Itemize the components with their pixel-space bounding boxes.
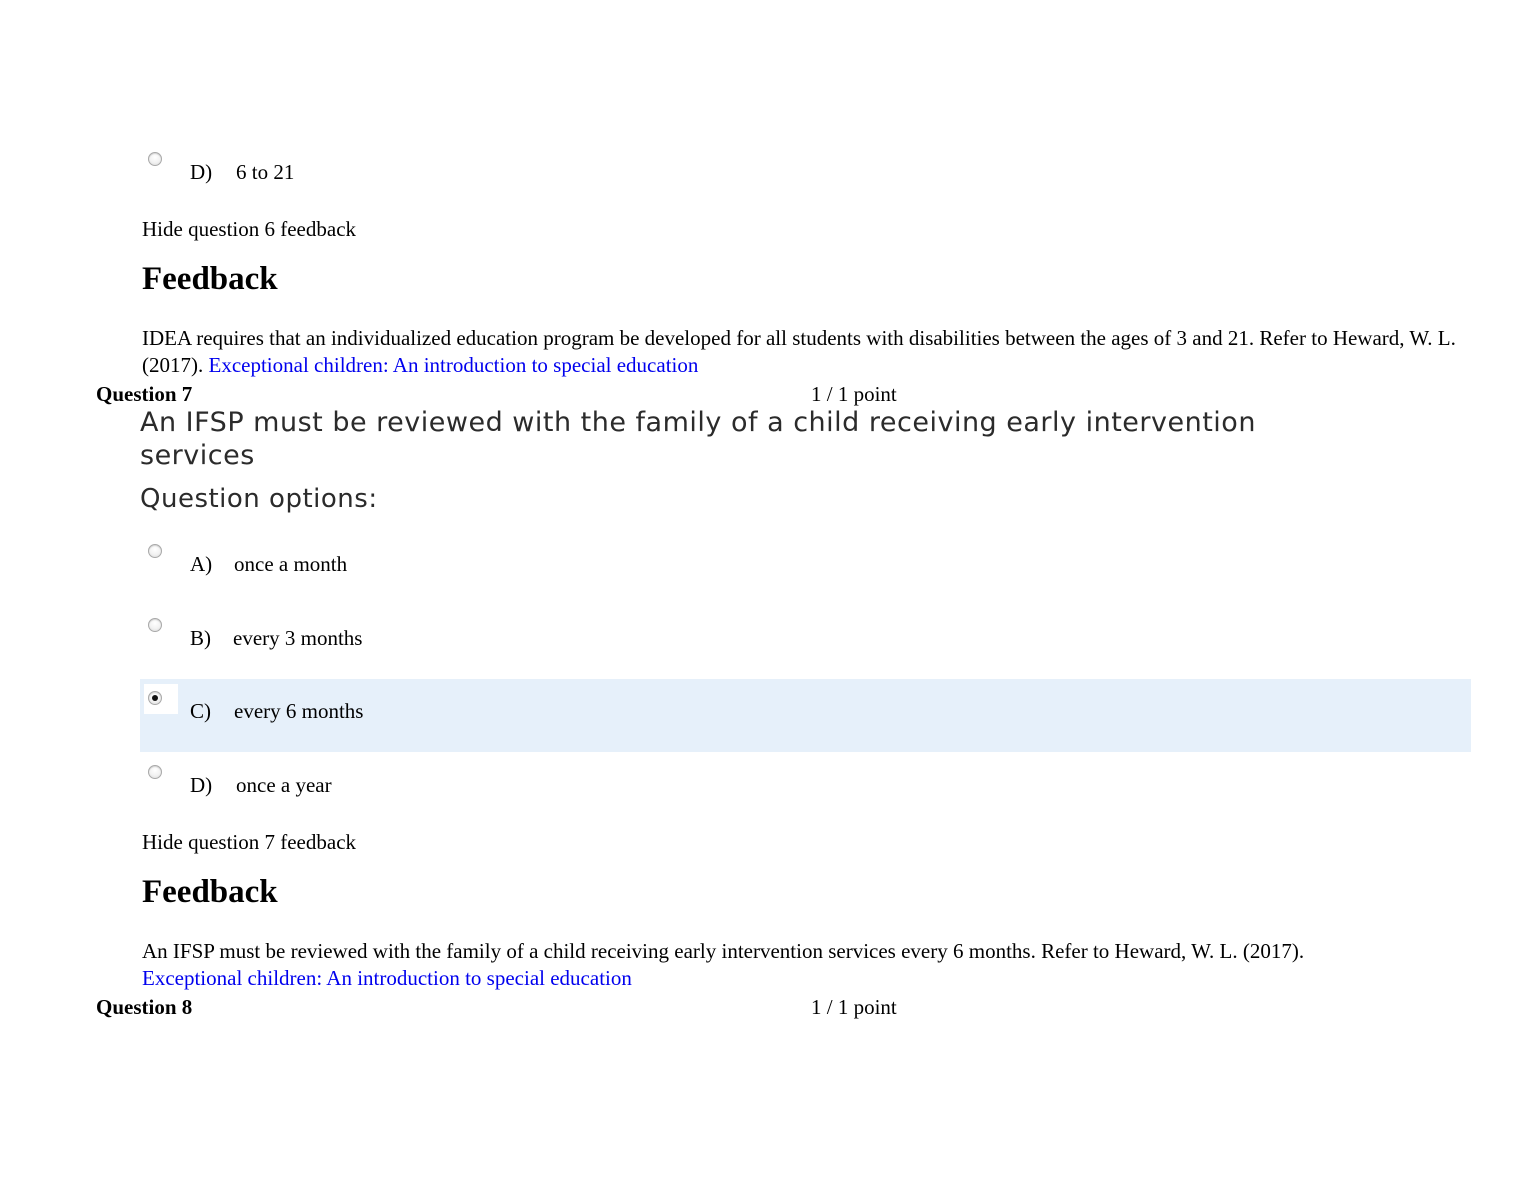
question-8-number: Question 8 [96,995,193,1019]
q7-option-b-letter: B) [190,626,211,650]
q6-feedback-body [142,325,1472,379]
hide-question-6-feedback-link[interactable]: Hide question 6 feedback [142,217,357,241]
q7-option-c-radio[interactable] [148,691,162,705]
q7-option-c-text: every 6 months [234,699,364,723]
q7-option-b-text: every 3 months [233,626,363,650]
q6-option-d-radio[interactable] [148,152,162,166]
question-7-text: An IFSP must be reviewed with the family of a child receiving early intervention services [140,407,1256,471]
question-8-score: 1 / 1 point [811,995,897,1019]
q7-option-d-text: once a year [236,773,332,797]
question-7-number: Question 7 [96,382,193,406]
question-7-options-label: Question options: [140,484,378,514]
q7-feedback-heading: Feedback [142,874,278,910]
question-7-score: 1 / 1 point [811,382,897,406]
q7-feedback-body [142,938,1382,992]
q7-option-a-radio[interactable] [148,544,162,558]
q7-option-d-radio[interactable] [148,765,162,779]
q6-feedback-reference-link[interactable]: Exceptional children: An introduction to special education [208,353,699,377]
hide-question-7-feedback-link[interactable]: Hide question 7 feedback [142,830,357,854]
q7-option-c-letter: C) [190,699,211,723]
q7-option-d-letter: D) [190,773,213,797]
q7-option-b-radio[interactable] [148,618,162,632]
q7-feedback-reference-link[interactable]: Exceptional children: An introduction to special education [142,966,632,990]
q6-option-d-letter: D) [190,160,213,184]
q7-option-a-letter: A) [190,552,213,576]
q6-option-d-text: 6 to 21 [236,160,295,184]
q7-option-a-text: once a month [234,552,348,576]
q6-feedback-text: IDEA requires that an individualized education program be developed for all students with disabilities between the ages of 3 and 21. Refer to Heward, W. L. (2017). [142,326,1456,377]
q7-feedback-text: An IFSP must be reviewed with the family of a child receiving early intervention services every 6 months. Refer to Heward, W. L. (2017). [142,939,1305,963]
q6-feedback-heading: Feedback [142,261,278,297]
